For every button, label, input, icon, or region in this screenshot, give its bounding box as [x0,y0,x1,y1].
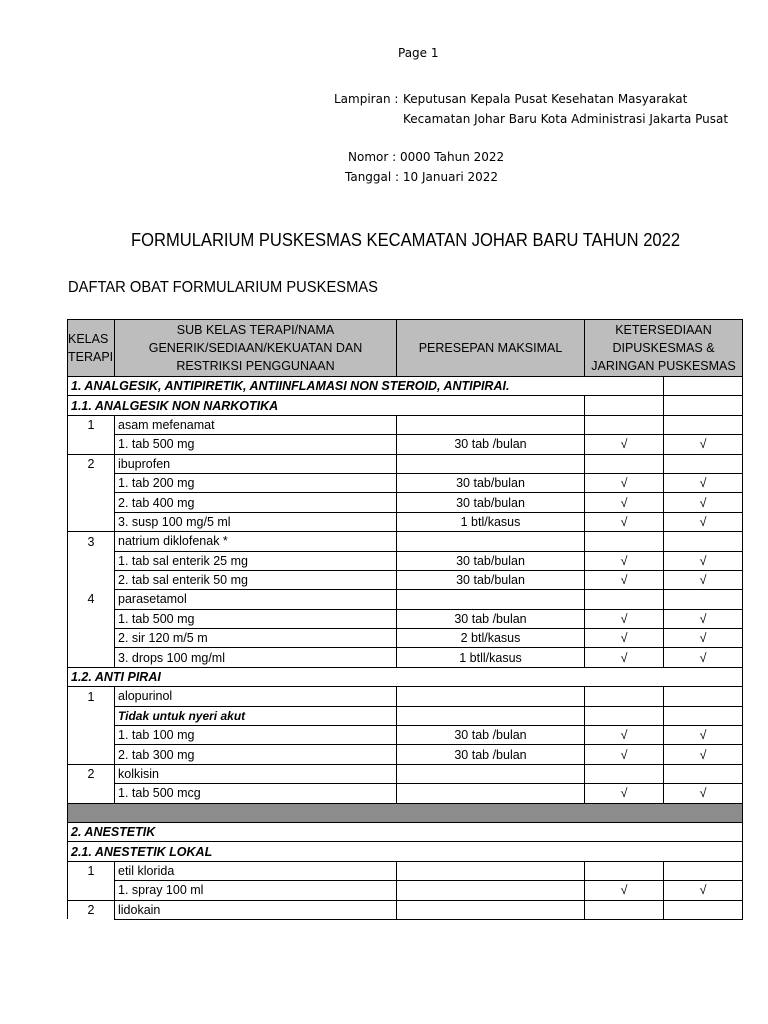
check-jaringan: √ [664,629,743,648]
page-number: Page 1 [398,46,439,60]
header-kelas-terapi: KELAS TERAPI [68,320,115,377]
max-prescription: 30 tab /bulan [397,726,585,745]
header-sub-kelas: SUB KELAS TERAPI/NAMA GENERIK/SEDIAAN/KEKUATAN DAN RESTRIKSI PENGGUNAAN [115,320,397,377]
max-prescription: 30 tab/bulan [397,493,585,512]
category-row [68,377,743,396]
lampiran-label: Lampiran : [334,92,399,106]
document-subtitle: DAFTAR OBAT FORMULARIUM PUSKESMAS [68,279,378,296]
check-jaringan: √ [664,726,743,745]
subcategory-row [68,667,743,686]
row-number: 1 [68,415,115,434]
check-puskesmas: √ [585,881,664,900]
check-puskesmas: √ [585,473,664,492]
check-jaringan: √ [664,570,743,589]
formularium-table [67,319,743,920]
subcategory-row [68,842,743,861]
drug-form: 2. sir 120 m/5 m [115,629,397,648]
table-row [68,512,743,531]
table-row [68,861,743,880]
check-jaringan: √ [664,493,743,512]
drug-form: 1. spray 100 ml [115,881,397,900]
check-jaringan: √ [664,881,743,900]
table-row [68,648,743,667]
table-row [68,881,743,900]
check-jaringan: √ [664,551,743,570]
check-jaringan: √ [664,473,743,492]
drug-name: natrium diklofenak * [115,532,397,551]
max-prescription: 30 tab /bulan [397,609,585,628]
subcategory-label: 2.1. ANESTETIK LOKAL [68,842,743,861]
check-puskesmas: √ [585,512,664,531]
max-prescription: 30 tab /bulan [397,435,585,454]
drug-form: 1. tab sal enterik 25 mg [115,551,397,570]
category-row [68,822,743,841]
max-prescription: 1 btl/kasus [397,512,585,531]
table-row [68,784,743,803]
table-row [68,764,743,783]
table-row [68,590,743,609]
table-header-row [68,320,743,377]
drug-name: alopurinol [115,687,397,706]
subcategory-row [68,396,743,415]
tanggal-line: Tanggal : 10 Januari 2022 [345,170,499,184]
drug-name: asam mefenamat [115,415,397,434]
table-row [68,415,743,434]
row-number: 1 [68,687,115,706]
table-row [68,629,743,648]
check-puskesmas: √ [585,784,664,803]
restriction-note: Tidak untuk nyeri akut [115,706,397,725]
drug-form: 1. tab 200 mg [115,473,397,492]
drug-name: lidokain [115,900,397,919]
check-puskesmas: √ [585,648,664,667]
drug-form: 1. tab 500 mg [115,435,397,454]
check-jaringan: √ [664,648,743,667]
drug-form: 3. drops 100 mg/ml [115,648,397,667]
document-title: FORMULARIUM PUSKESMAS KECAMATAN JOHAR BARU TAHUN 2022 [131,230,681,250]
check-puskesmas: √ [585,551,664,570]
drug-name: parasetamol [115,590,397,609]
check-puskesmas: √ [585,570,664,589]
check-jaringan: √ [664,512,743,531]
category-label: 1. ANALGESIK, ANTIPIRETIK, ANTIINFLAMASI NON STEROID, ANTIPIRAI. [68,377,664,396]
table-row [68,609,743,628]
category-label: 2. ANESTETIK [68,822,743,841]
table-row [68,454,743,473]
table-row [68,570,743,589]
check-jaringan: √ [664,609,743,628]
subcategory-label: 1.2. ANTI PIRAI [68,667,743,686]
drug-form: 2. tab 300 mg [115,745,397,764]
check-puskesmas: √ [585,726,664,745]
table-row [68,532,743,551]
table-row [68,493,743,512]
drug-form: 3. susp 100 mg/5 ml [115,512,397,531]
drug-name: ibuprofen [115,454,397,473]
max-prescription: 30 tab/bulan [397,570,585,589]
table-row [68,726,743,745]
table-row [68,551,743,570]
drug-form: 2. tab sal enterik 50 mg [115,570,397,589]
check-puskesmas: √ [585,609,664,628]
drug-form: 1. tab 500 mg [115,609,397,628]
drug-name: etil klorida [115,861,397,880]
table-row [68,706,743,725]
drug-form: 2. tab 400 mg [115,493,397,512]
row-number: 2 [68,900,115,919]
nomor-line: Nomor : 0000 Tahun 2022 [348,150,505,164]
drug-form: 1. tab 100 mg [115,726,397,745]
check-jaringan: √ [664,784,743,803]
row-number: 3 [68,532,115,551]
drug-name: kolkisin [115,764,397,783]
table-row [68,745,743,764]
max-prescription: 30 tab/bulan [397,473,585,492]
max-prescription: 2 btl/kasus [397,629,585,648]
lampiran-line-2: Kecamatan Johar Baru Kota Administrasi Jakarta Pusat [403,112,729,126]
check-puskesmas: √ [585,629,664,648]
max-prescription: 1 btll/kasus [397,648,585,667]
check-puskesmas: √ [585,745,664,764]
table-row [68,435,743,454]
check-puskesmas: √ [585,435,664,454]
check-jaringan: √ [664,435,743,454]
check-puskesmas: √ [585,493,664,512]
drug-form: 1. tab 500 mcg [115,784,397,803]
lampiran-line-1: Keputusan Kepala Pusat Kesehatan Masyarakat [403,92,688,106]
separator-row [68,803,743,822]
row-number: 4 [68,590,115,609]
row-number: 2 [68,764,115,783]
table-row [68,900,743,919]
max-prescription: 30 tab/bulan [397,551,585,570]
header-ketersediaan: KETERSEDIAAN DIPUSKESMAS & JARINGAN PUSKESMAS [585,320,743,377]
check-jaringan: √ [664,745,743,764]
row-number: 1 [68,861,115,880]
max-prescription: 30 tab /bulan [397,745,585,764]
subcategory-label: 1.1. ANALGESIK NON NARKOTIKA [68,396,585,415]
table-row [68,473,743,492]
table-row [68,687,743,706]
row-number: 2 [68,454,115,473]
header-peresepan: PERESEPAN MAKSIMAL [397,320,585,377]
